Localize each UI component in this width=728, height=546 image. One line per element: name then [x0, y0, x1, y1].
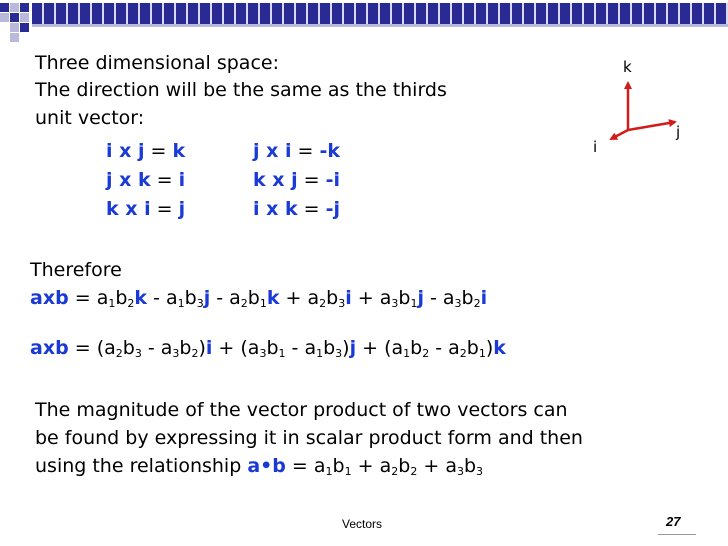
header-decoration — [0, 0, 728, 44]
cross-row — [106, 198, 185, 220]
cross-right-2: -i — [325, 169, 341, 191]
header-square — [10, 13, 19, 22]
magnitude-line-2: be found by expressing it in scalar product form and then — [35, 427, 583, 449]
intro-line-1: Three dimensional space: — [35, 52, 279, 74]
formula-2: axb = $(a_2b_3 - a_3b_2)i + (a_3b_1 - a_1b_3)j + (a_1b_2 - a_2b_1)k$ — [30, 337, 506, 360]
header-square — [20, 23, 29, 32]
intro-line-2: The direction will be the same as the thirds — [35, 79, 447, 101]
j-axis-label: j — [676, 123, 681, 141]
page-number: 27 — [666, 514, 681, 529]
header-stripe-cover — [32, 0, 728, 3]
header-square — [20, 13, 29, 22]
magnitude-line-3: using the relationship a•b = $a_1b_1 + a_2b_2 + a_3b_3$ — [35, 455, 484, 478]
cross-eq-2: = — [291, 140, 320, 162]
formula-2-lhs: axb — [30, 337, 69, 359]
cross-row-2 — [253, 169, 340, 191]
cross-row — [106, 140, 185, 162]
cross-eq-2: = — [297, 198, 326, 220]
header-square — [0, 13, 9, 22]
header-square — [10, 23, 19, 32]
header-square — [10, 33, 19, 42]
cross-left: k x i — [106, 198, 151, 220]
footer-underline — [658, 534, 696, 535]
cross-eq: = — [150, 169, 179, 191]
cross-row-2 — [253, 198, 340, 220]
cross-right: k — [172, 140, 186, 162]
footer-title: Vectors — [342, 517, 383, 531]
dot-product-label: a•b — [247, 455, 286, 477]
j-axis-arrow — [628, 122, 675, 130]
cross-right-2: -k — [319, 140, 341, 162]
k-axis-label: k — [623, 58, 632, 76]
cross-row-2 — [253, 140, 340, 162]
cross-right: i — [178, 169, 186, 191]
header-stripe — [32, 3, 728, 24]
formula-2-eq: = — [68, 337, 97, 359]
cross-row — [106, 169, 185, 191]
cross-right: j — [178, 198, 186, 220]
formula-1-eq: = — [68, 287, 97, 309]
cross-left-2: k x j — [253, 169, 298, 191]
header-square — [10, 3, 19, 12]
magnitude-line-1: The magnitude of the vector product of two vectors can — [35, 399, 568, 421]
cross-left-2: i x k — [253, 198, 298, 220]
header-underline — [32, 24, 728, 27]
therefore-label: Therefore — [30, 259, 122, 281]
intro-line-3: unit vector: — [35, 107, 145, 129]
axes-diagram — [585, 55, 695, 155]
i-axis-label: i — [593, 138, 598, 155]
formula-1: axb = $a_1b_2k - a_1b_3j - a_2b_1k + a_2b_3i + a_3b_1j - a_3b_2i$ — [30, 287, 488, 310]
cross-left: j x k — [106, 169, 151, 191]
cross-right-2: -j — [325, 198, 341, 220]
header-square — [0, 3, 9, 12]
cross-left: i x j — [106, 140, 145, 162]
i-axis-arrow — [611, 130, 628, 139]
magnitude-line-3-prefix: using the relationship — [35, 455, 248, 477]
cross-eq: = — [150, 198, 179, 220]
cross-eq: = — [144, 140, 173, 162]
header-square — [20, 3, 29, 12]
cross-eq-2: = — [297, 169, 326, 191]
formula-1-lhs: axb — [30, 287, 69, 309]
cross-left-2: j x i — [253, 140, 292, 162]
